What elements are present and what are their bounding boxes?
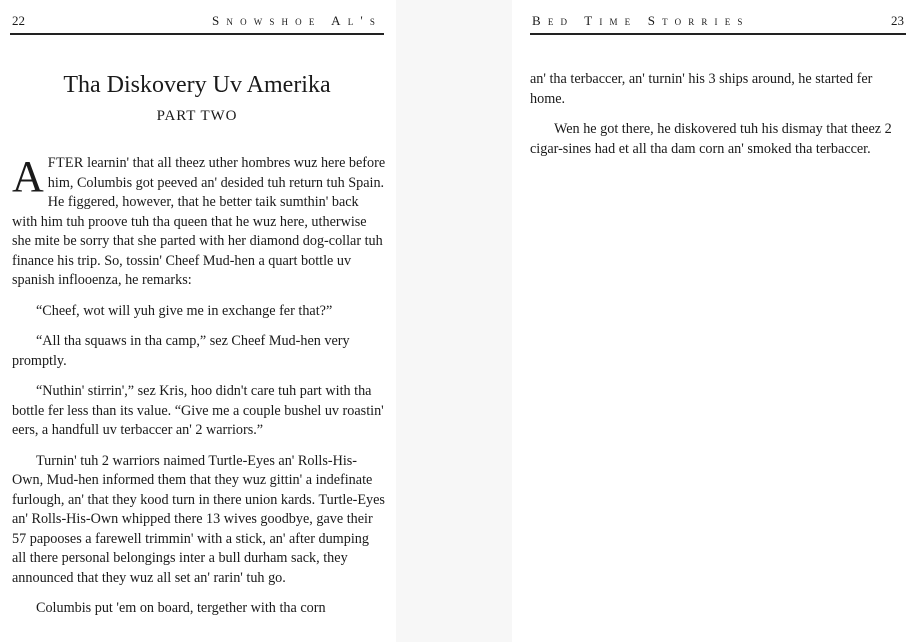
left-body-text bbox=[12, 154, 386, 630]
drop-cap: A bbox=[12, 152, 44, 201]
opening-word: FTER bbox=[47, 155, 84, 171]
paragraph: Turnin' tuh 2 warriors naimed Turtle-Eyes an' Rolls-His-Own, Mud-hen informed them that they wuz gittin' a indefinate furlough, an' that they kood turn in there union kards. Turtle-Eyes an' Rolls-His-Own whipped there 13 wives goodbye, gave their 57 papooses a farewell trimmin' with a stick, an' after dumping all there personal belongings inter a bull durham sack, they announced that they wuz all set an' rarin' tuh go. bbox=[12, 452, 385, 586]
right-running-head bbox=[532, 10, 904, 32]
opening-paragraph bbox=[12, 154, 386, 291]
left-header-rule bbox=[10, 33, 384, 35]
opening-paragraph-text: learnin' that all theez uther hombres wuz here before him, Columbis got peeved an' desided tuh return tuh Spain. He figgered, however, that he better taik sumthin' back with him tuh proove tuh tha queen that he wuz here, utherwise she mite be sorry that she parted with her diamond dog-collar tuh finance his trip. So, tossin' Cheef Mud-hen a quart bottle uv spanish inflooenza, he remarks: bbox=[12, 155, 386, 288]
left-running-head bbox=[12, 10, 382, 32]
paragraph: an' tha terbaccer, an' turnin' his 3 ships around, he started fer home. bbox=[530, 71, 873, 107]
right-running-title: Bed Time Storries bbox=[532, 13, 750, 28]
right-page bbox=[512, 0, 914, 642]
paragraph: Columbis put 'em on board, tergether with tha corn bbox=[36, 600, 326, 616]
left-page bbox=[0, 0, 396, 642]
left-page-number: 22 bbox=[12, 13, 25, 28]
paragraph: “Cheef, wot will yuh give me in exchange fer that?” bbox=[36, 302, 333, 319]
part-label: PART TWO bbox=[156, 108, 238, 124]
right-header-rule bbox=[530, 33, 906, 35]
paragraph: Wen he got there, he diskovered tuh his dismay that theez 2 cigar-sines had et all tha dam corn an' smoked tha terbaccer. bbox=[530, 121, 892, 157]
book-gutter bbox=[396, 0, 512, 642]
paragraph: “All tha squaws in tha camp,” sez Cheef Mud-hen very promptly. bbox=[12, 333, 350, 369]
paragraph: “Nuthin' stirrin',” sez Kris, hoo didn't care tuh part with tha bottle fer less than its value. “Give me a couple bushel uv roastin' eers, a handfull uv terbaccer an' 2 warriors.” bbox=[12, 383, 384, 438]
left-running-title: Snowshoe Al's bbox=[212, 13, 382, 28]
chapter-title: Tha Diskovery Uv Amerika bbox=[63, 72, 331, 98]
right-body-text bbox=[530, 70, 906, 170]
right-page-number: 23 bbox=[891, 13, 904, 28]
